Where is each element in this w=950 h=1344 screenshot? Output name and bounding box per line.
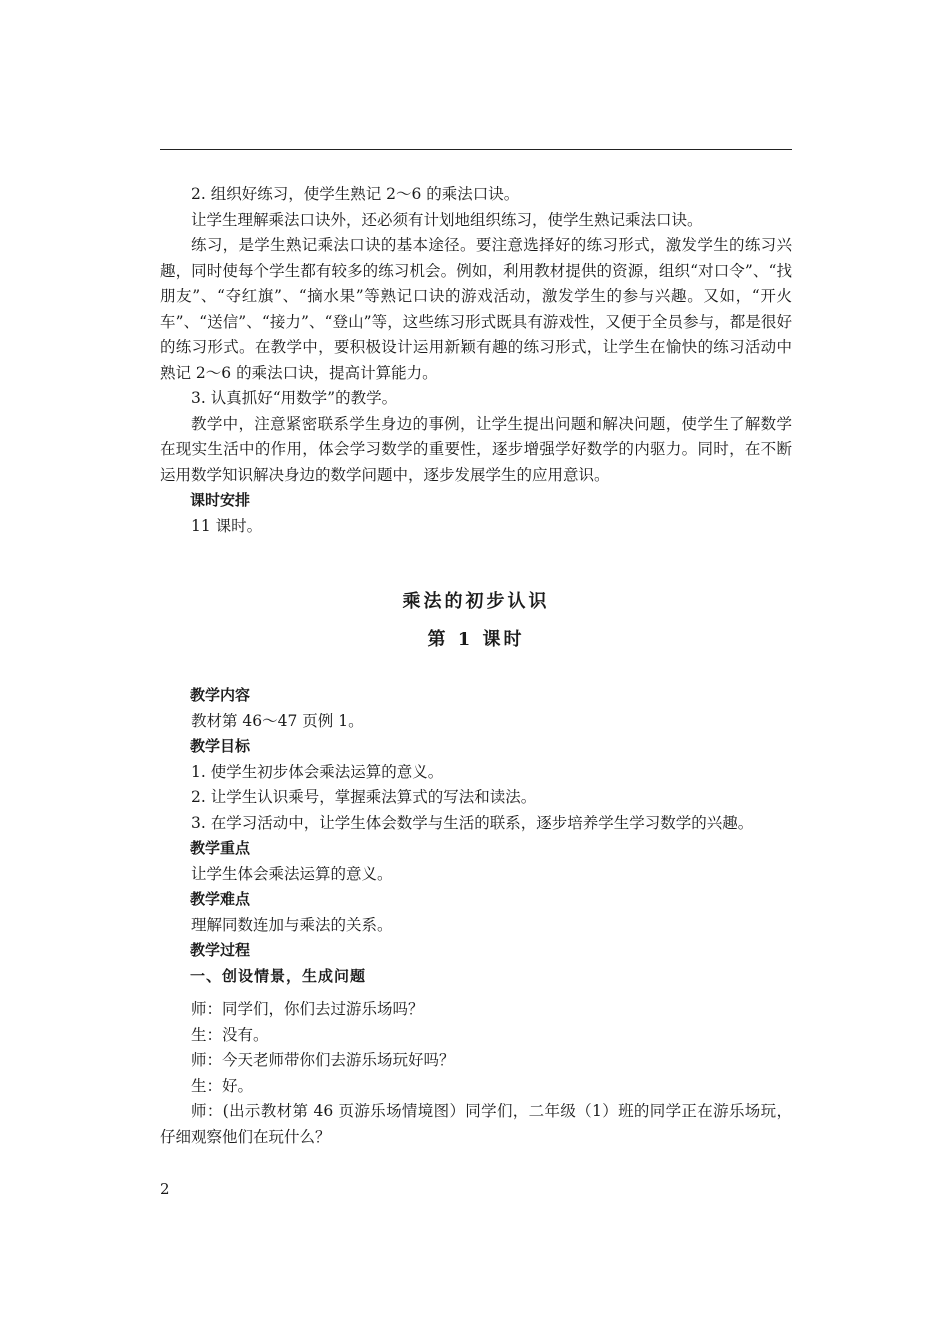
dialogue-line: 生：没有。: [191, 1025, 269, 1044]
paragraph: 练习，是学生熟记乘法口诀的基本途径。要注意选择好的练习形式，激发学生的练习兴趣，同时使每个学生都有较多的练习机会。例如，利用教材提供的资源，组织“对口令”、“找朋友”、“夺红旗”、“摘水果”等熟记口诀的游戏活动，激发学生的参与兴趣。又如，“开火车”、“送信”、“接力”、“登山”等，这些练习形式既具有游戏性，又便于全员参与，都是很好的练习形式。在教学中，要积极设计运用新颖有趣的练习形式，让学生在愉快的练习活动中熟记 2～6 的乘法口诀，提高计算能力。: [160, 236, 792, 382]
paragraph: 2. 组织好练习，使学生熟记 2～6 的乘法口诀。: [191, 185, 520, 203]
schedule-text: 11 课时。: [191, 516, 263, 535]
difficulty-heading: 教学难点: [190, 890, 251, 908]
dialogue-line: 师：今天老师带你们去游乐场玩好吗？: [191, 1051, 455, 1069]
goals-heading: 教学目标: [190, 737, 251, 755]
header-rule: [160, 149, 792, 150]
dialogue-line: 师：(出示教材第 46 页游乐场情境图）同学们，二年级（1）班的同学正在游乐场玩，仔细观察他们在玩什么？: [160, 1102, 792, 1146]
focus-heading: 教学重点: [190, 839, 251, 857]
paragraph: 让学生理解乘法口诀外，还必须有计划地组织练习，使学生熟记乘法口诀。: [191, 210, 703, 229]
goal-item: 3. 在学习活动中，让学生体会数学与生活的联系，逐步培养学生学习数学的兴趣。: [191, 813, 754, 832]
paragraph: 教学中，注意紧密联系学生身边的事例，让学生提出问题和解决问题，使学生了解数学在现实生活中的作用，体会学习数学的重要性，逐步增强学好数学的内驱力。同时，在不断运用数学知识解决身边的数学问题中，逐步发展学生的应用意识。: [160, 414, 792, 484]
goal-item: 2. 让学生认识乘号，掌握乘法算式的写法和读法。: [191, 788, 537, 806]
page-body: [160, 182, 792, 1150]
section-heading: 一、创设情景，生成问题: [190, 966, 367, 985]
dialogue-line: 师：同学们，你们去过游乐场吗？: [191, 1000, 424, 1018]
process-heading: 教学过程: [190, 941, 251, 959]
content-heading: 教学内容: [190, 686, 251, 704]
dialogue-line: 生：好。: [191, 1076, 254, 1095]
lesson-subtitle: 第 1 课时: [427, 629, 525, 650]
schedule-heading: 课时安排: [190, 491, 251, 509]
goal-item: 1. 使学生初步体会乘法运算的意义。: [191, 762, 444, 781]
lesson-title: 乘法的初步认识: [402, 591, 550, 612]
difficulty-text: 理解同数连加与乘法的关系。: [191, 915, 393, 934]
focus-text: 让学生体会乘法运算的意义。: [191, 864, 393, 883]
paragraph: 3. 认真抓好“用数学”的教学。: [191, 389, 398, 407]
page-number: 2: [160, 1180, 170, 1198]
content-text: 教材第 46～47 页例 1。: [191, 711, 364, 730]
